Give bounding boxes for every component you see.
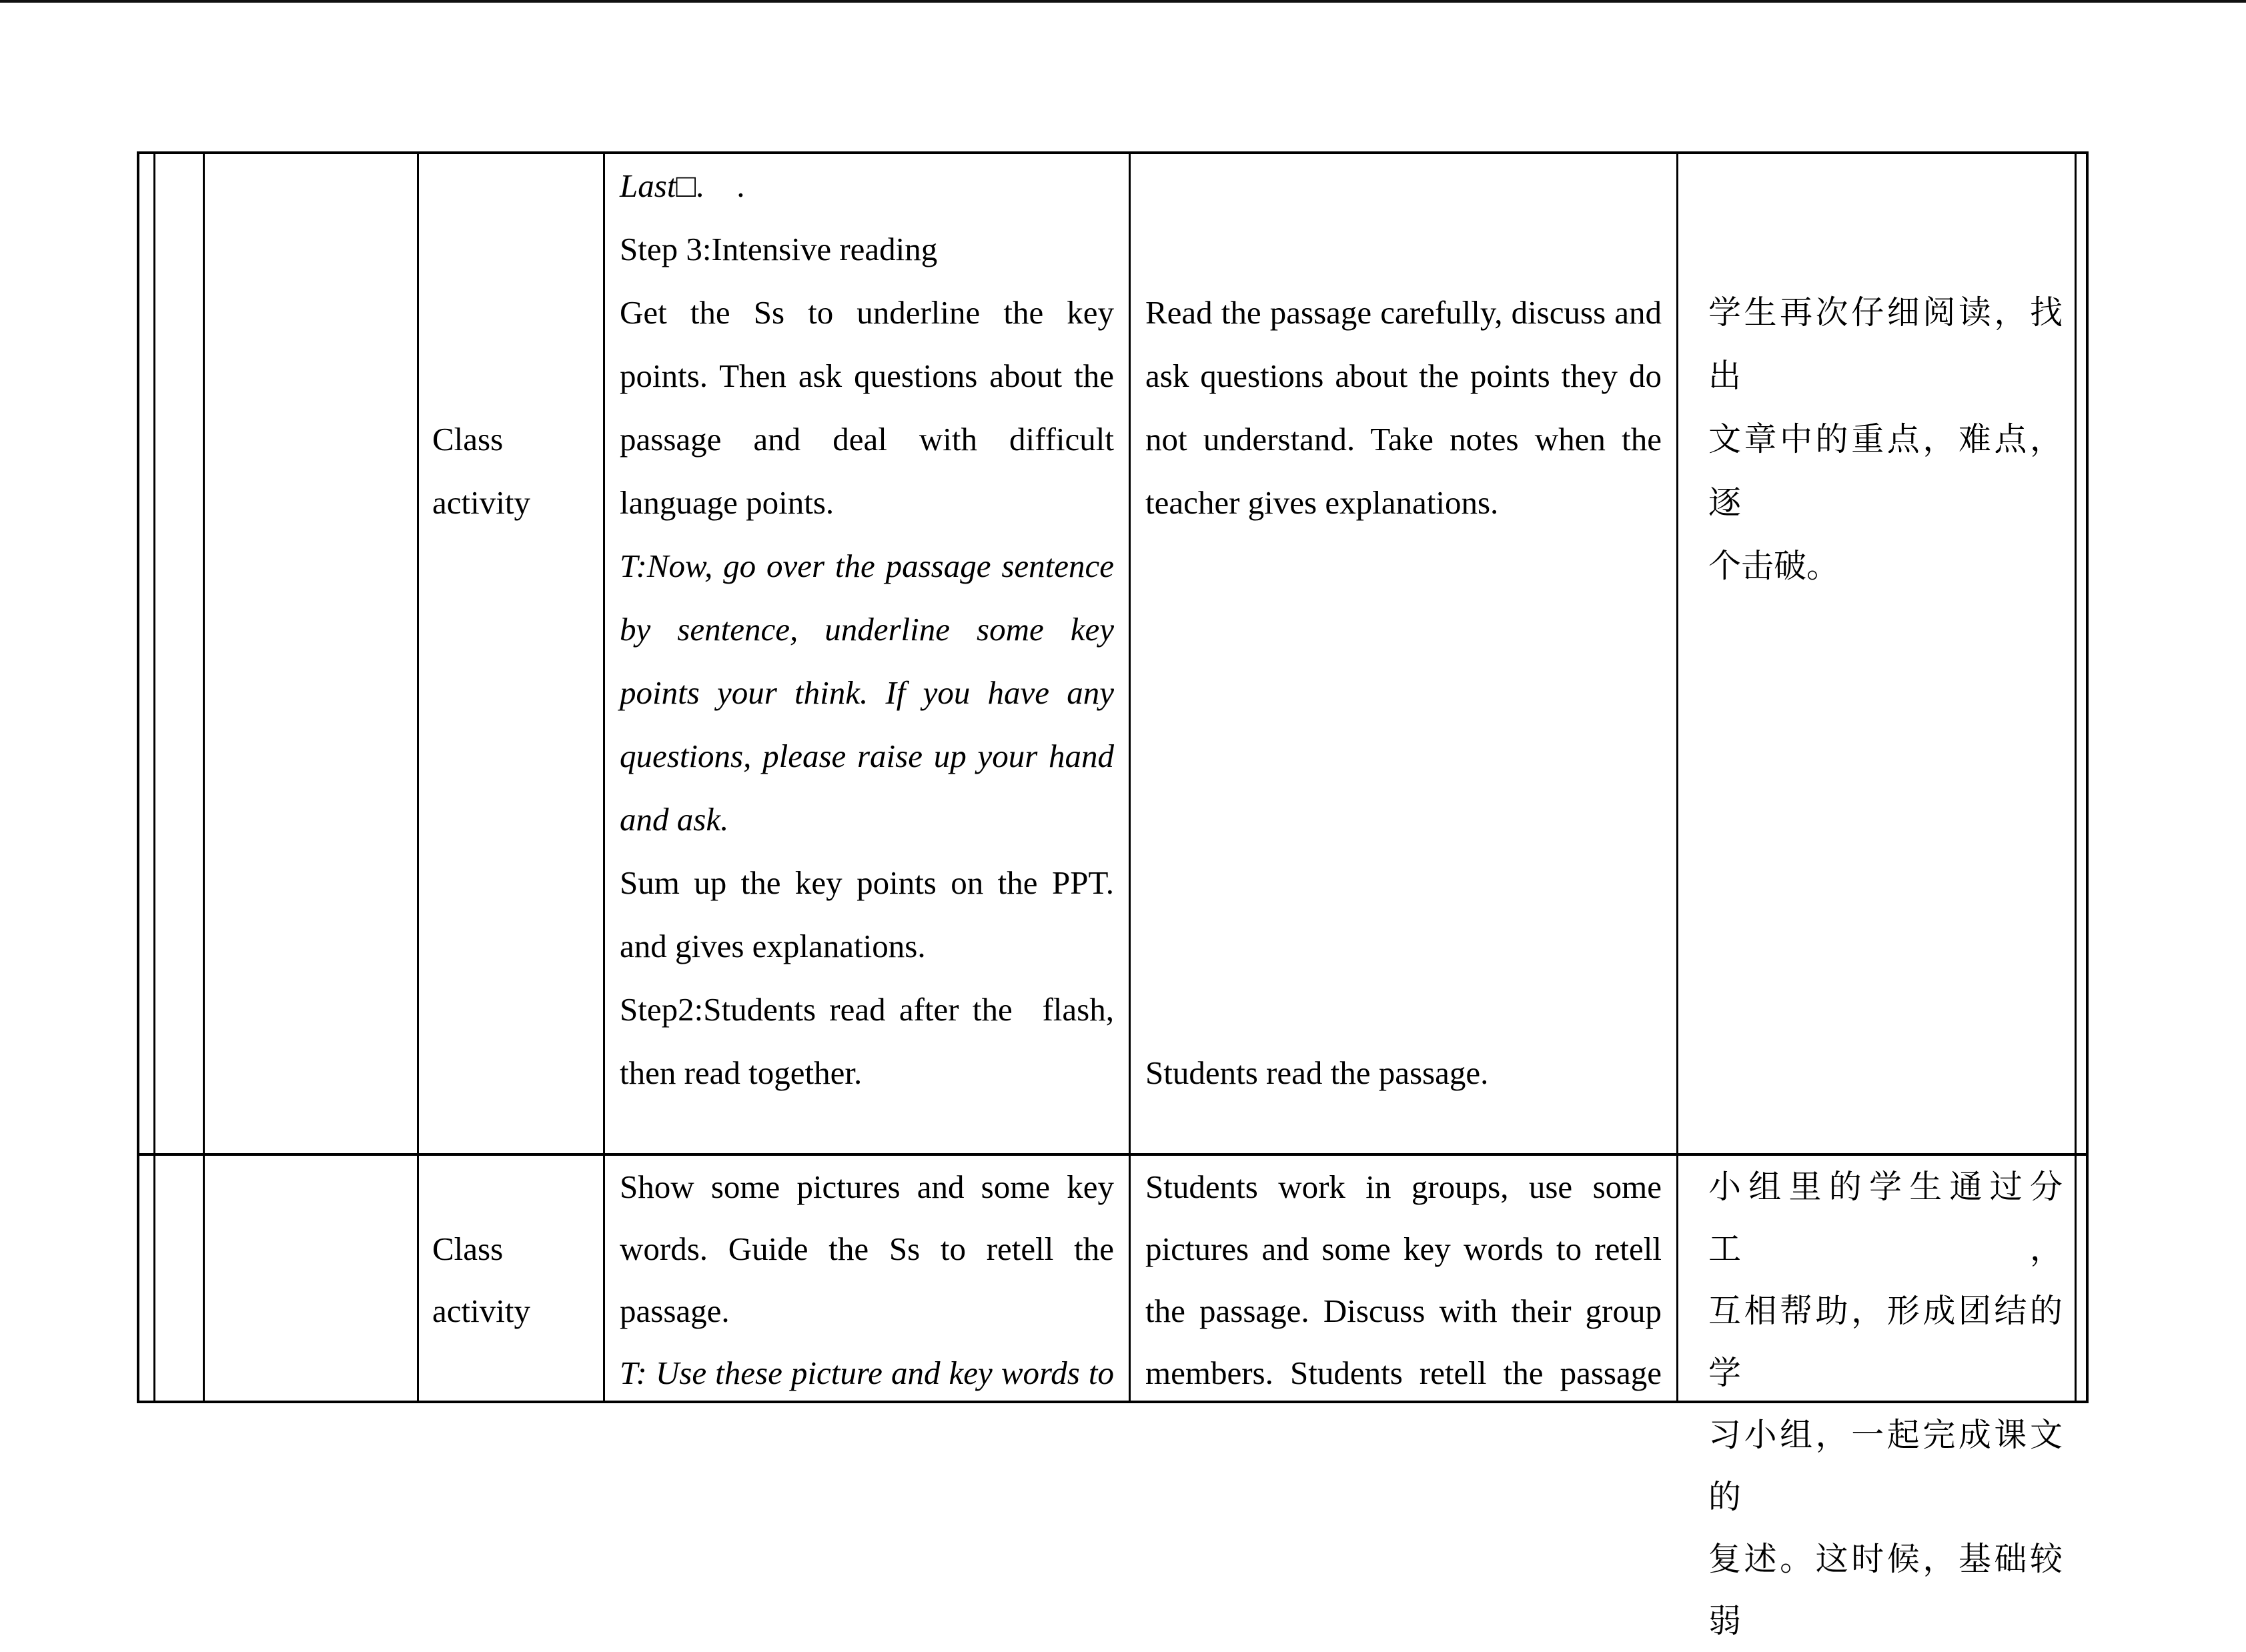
text-line: pictures and some key words to retell bbox=[1145, 1230, 1662, 1267]
text-line: activity bbox=[432, 1293, 530, 1329]
blank-line-spacer bbox=[1708, 154, 2063, 281]
text-line: Show some pictures and some key bbox=[620, 1168, 1114, 1205]
text-line: Step 3:Intensive reading bbox=[620, 231, 938, 267]
class-activity-cell-row2 bbox=[419, 1156, 603, 1401]
text-line: and gives explanations. bbox=[620, 928, 926, 964]
column-rule-right-sliver bbox=[2075, 154, 2077, 1401]
text-line: the passage. Discuss with their group bbox=[1145, 1293, 1662, 1329]
text-line: by sentence, underline some key bbox=[620, 611, 1114, 648]
teacher-activity-cell-row2 bbox=[605, 1156, 1129, 1401]
text-line: Students read the passage. bbox=[1145, 1054, 1489, 1091]
text-line: Read the passage carefully, discuss and bbox=[1145, 294, 1662, 331]
text-line: not understand. Take notes when the bbox=[1145, 421, 1662, 458]
text-line: Class bbox=[432, 1230, 504, 1267]
text-line: Students work in groups, use some bbox=[1145, 1168, 1662, 1205]
text-line: 个击破。 bbox=[1708, 548, 1840, 584]
lesson-plan-table bbox=[137, 151, 2089, 1639]
text-line: T: Use these picture and key words to bbox=[620, 1355, 1114, 1391]
text-line: language points. bbox=[620, 484, 834, 521]
text-line: activity bbox=[432, 484, 530, 521]
student-activity-cell-row1 bbox=[1131, 154, 1676, 1153]
text-line: points your think. If you have any bbox=[620, 674, 1114, 711]
text-line: members. Students retell the passage bbox=[1145, 1355, 1662, 1391]
column-rule-left-sliver bbox=[153, 154, 155, 1401]
text-line: Last□. . bbox=[620, 167, 745, 204]
blank-line-spacer bbox=[1145, 534, 1662, 1041]
text-line: passage and deal with difficult bbox=[620, 421, 1114, 458]
page-top-edge-line bbox=[0, 0, 2246, 3]
text-line: Sum up the key points on the PPT. bbox=[620, 864, 1114, 901]
text-line: 小组里的学生通过分工， bbox=[1708, 1168, 2063, 1267]
text-line: words. Guide the Ss to retell the bbox=[620, 1230, 1114, 1267]
blank-line-spacer bbox=[432, 154, 590, 407]
text-line: points. Then ask questions about the bbox=[620, 357, 1114, 394]
student-activity-cell-row2 bbox=[1131, 1156, 1676, 1401]
design-intent-cell-row1 bbox=[1678, 154, 2075, 1153]
text-line: T:Now, go over the passage sentence bbox=[620, 548, 1114, 584]
blank-line-spacer bbox=[432, 1156, 590, 1218]
text-line: questions, please raise up your hand bbox=[620, 738, 1114, 774]
text-line: Get the Ss to underline the key bbox=[620, 294, 1114, 331]
text-line: ask questions about the points they do bbox=[1145, 357, 1662, 394]
column-rule-2 bbox=[203, 154, 205, 1401]
class-activity-cell-row1 bbox=[419, 154, 603, 1153]
text-line: passage. bbox=[620, 1293, 730, 1329]
text-line: 学生再次仔细阅读，找出 bbox=[1708, 294, 2063, 394]
text-line: Step2:Students read after the flash, bbox=[620, 991, 1114, 1028]
blank-line-spacer bbox=[1145, 154, 1662, 281]
design-intent-cell-row2 bbox=[1678, 1156, 2075, 1639]
text-line: 习小组，一起完成课文的 bbox=[1708, 1417, 2063, 1515]
text-line: and ask. bbox=[620, 801, 729, 838]
text-line: Class bbox=[432, 421, 504, 458]
text-line: then read together. bbox=[620, 1054, 863, 1091]
text-line: 互相帮助，形成团结的学 bbox=[1708, 1293, 2063, 1391]
text-line: teacher gives explanations. bbox=[1145, 484, 1499, 521]
teacher-activity-cell-row1 bbox=[605, 154, 1129, 1153]
text-line: 复述。这时候，基础较弱 bbox=[1708, 1541, 2063, 1639]
text-line: 文章中的重点，难点，逐 bbox=[1708, 421, 2063, 521]
